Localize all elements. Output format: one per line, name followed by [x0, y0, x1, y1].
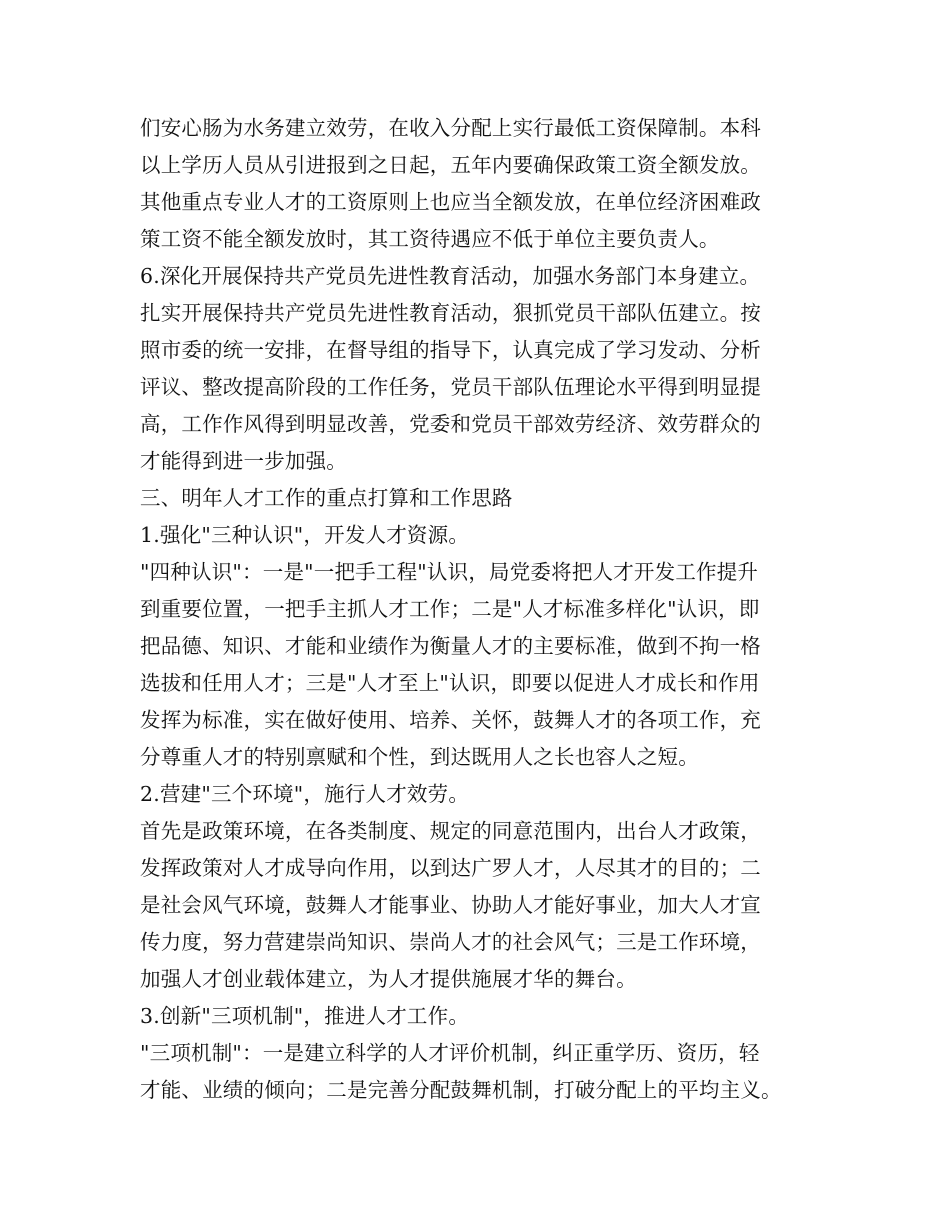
section-item-heading: 2.营建"三个环境"，施行人才效劳。 — [140, 782, 470, 806]
body-line: 们安心肠为水务建立效劳，在收入分配上实行最低工资保障制。本科 — [140, 116, 761, 140]
body-line: 以上学历人员从引进报到之日起，五年内要确保政策工资全额发放。 — [140, 153, 761, 177]
body-line: 扎实开展保持共产党员先进性教育活动，狠抓党员干部队伍建立。按 — [140, 301, 761, 325]
body-line: 到重要位置，一把手主抓人才工作；二是"人才标准多样化"认识，即 — [140, 597, 760, 621]
body-line: 策工资不能全额发放时，其工资待遇应不低于单位主要负责人。 — [140, 227, 720, 251]
body-line: 发挥政策对人才成导向作用，以到达广罗人才，人尽其才的目的；二 — [140, 856, 761, 880]
section-item-heading: 3.创新"三项机制"，推进人才工作。 — [140, 1004, 470, 1028]
body-line: 加强人才创业载体建立，为人才提供施展才华的舞台。 — [140, 967, 637, 991]
body-line: 评议、整改提高阶段的工作任务，党员干部队伍理论水平得到明显提 — [140, 375, 761, 399]
body-line: 照市委的统一安排，在督导组的指导下，认真完成了学习发动、分析 — [140, 338, 761, 362]
document-body — [140, 110, 840, 1109]
section-item-heading: 1.强化"三种认识"，开发人才资源。 — [140, 523, 470, 547]
body-line: 分尊重人才的特别禀赋和个性，到达既用人之长也容人之短。 — [140, 745, 699, 769]
body-line: 其他重点专业人才的工资原则上也应当全额发放，在单位经济困难政 — [140, 190, 761, 214]
body-line: "四种认识"：一是"一把手工程"认识，局党委将把人才开发工作提升 — [140, 560, 759, 584]
body-line: 首先是政策环境，在各类制度、规定的同意范围内，出台人才政策， — [140, 819, 761, 843]
body-line: 传力度，努力营建崇尚知识、崇尚人才的社会风气；三是工作环境， — [140, 930, 761, 954]
body-line: 发挥为标准，实在做好使用、培养、关怀，鼓舞人才的各项工作，充 — [140, 708, 761, 732]
body-line: 才能得到进一步加强。 — [140, 449, 347, 473]
section-heading: 三、明年人才工作的重点打算和工作思路 — [140, 486, 513, 510]
body-line: 高，工作作风得到明显改善，党委和党员干部效劳经济、效劳群众的 — [140, 412, 761, 436]
body-line: 才能、业绩的倾向；二是完善分配鼓舞机制，打破分配上的平均主义。 — [140, 1078, 782, 1102]
section-item-heading: 6.深化开展保持共产党员先进性教育活动，加强水务部门本身建立。 — [140, 264, 761, 288]
body-line: "三项机制"：一是建立科学的人才评价机制，纠正重学历、资历，轻 — [140, 1041, 760, 1065]
body-line: 是社会风气环境，鼓舞人才能事业、协助人才能好事业，加大人才宣 — [140, 893, 761, 917]
body-line: 把品德、知识、才能和业绩作为衡量人才的主要标准，做到不拘一格 — [140, 634, 761, 658]
body-line: 选拔和任用人才；三是"人才至上"认识，即要以促进人才成长和作用 — [140, 671, 760, 695]
